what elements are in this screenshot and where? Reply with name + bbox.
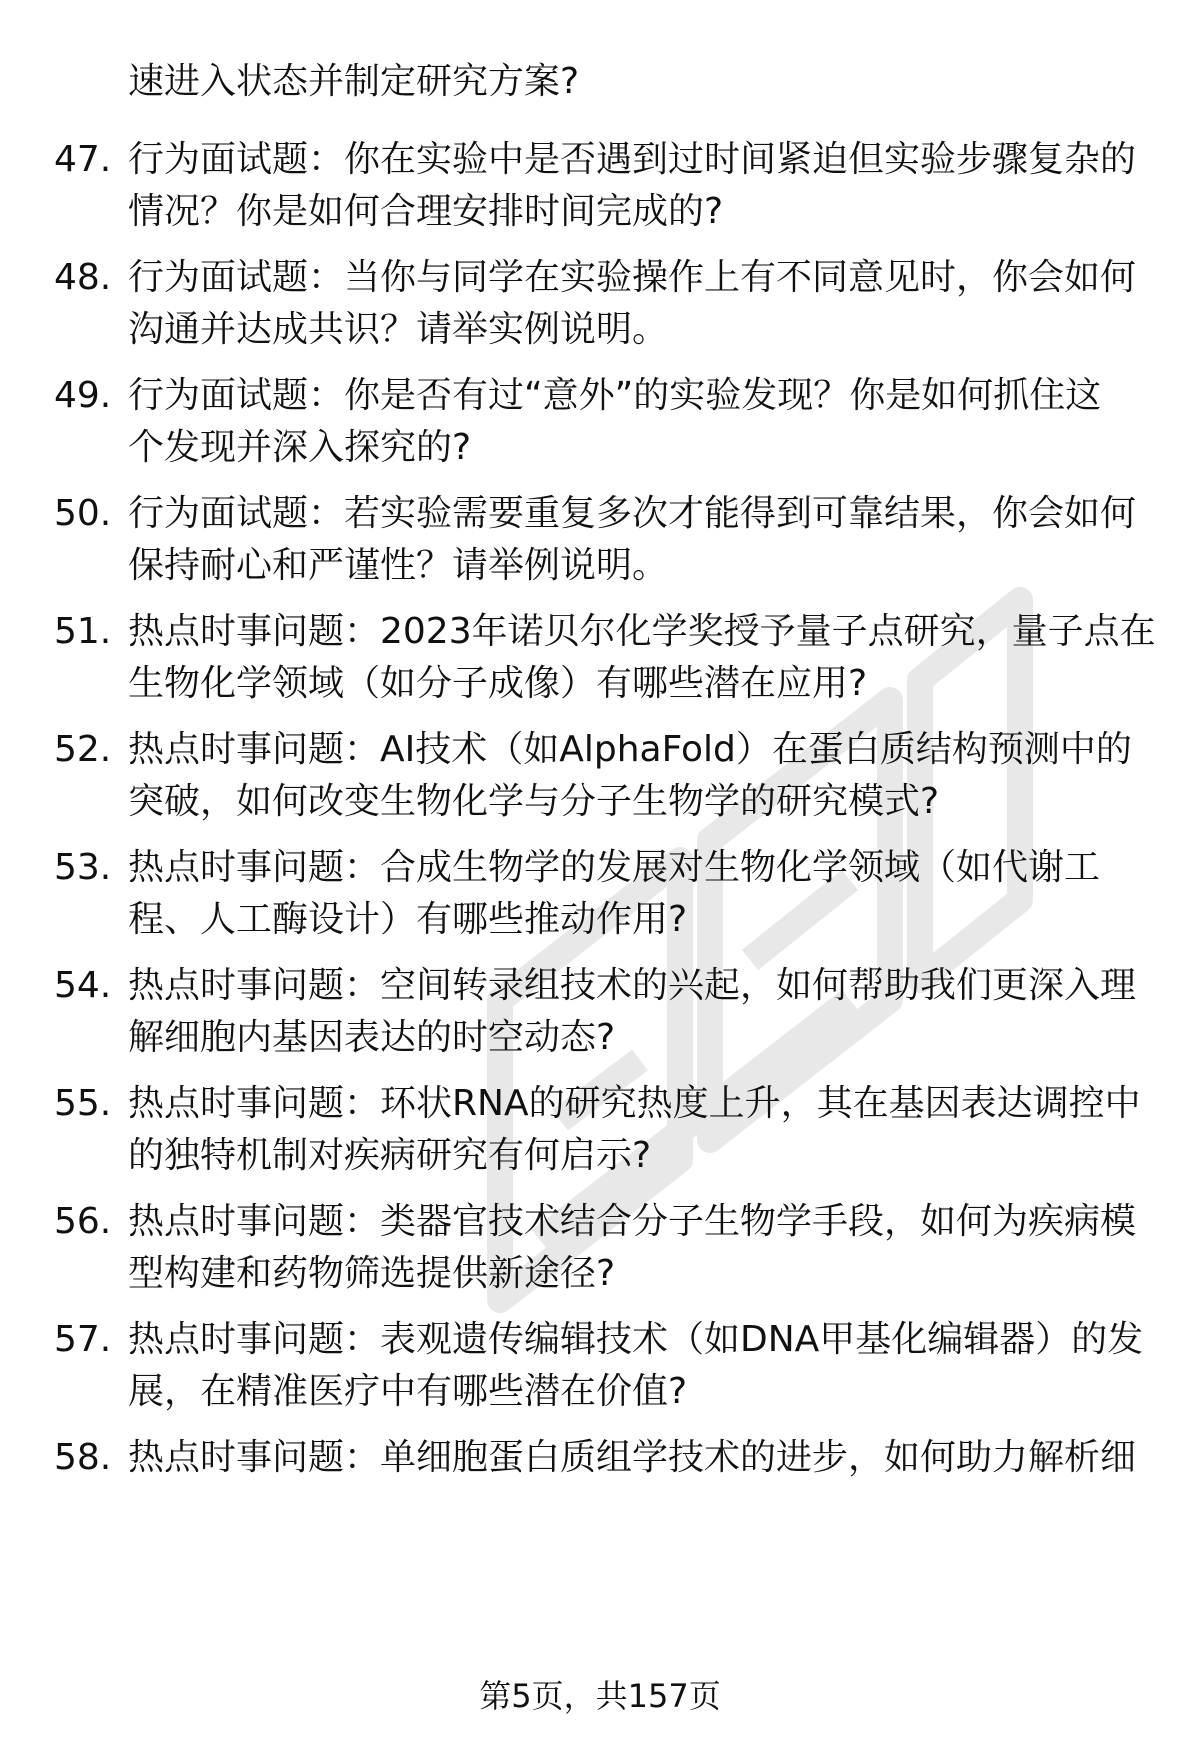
question-text-line: 行为面试题：你是否有过“意外”的实验发现？你是如何抓住这 — [128, 375, 1102, 416]
question-number: 53. — [54, 847, 112, 888]
question-text-line: 个发现并深入探究的? — [128, 427, 472, 468]
question-text-line: 行为面试题：你在实验中是否遇到过时间紧迫但实验步骤复杂的 — [128, 139, 1137, 180]
page-footer: 第5页，共157页 — [479, 1677, 721, 1715]
question-number: 48. — [54, 257, 112, 298]
question-text-line: 热点时事问题：空间转录组技术的兴起，如何帮助我们更深入理 — [128, 965, 1137, 1006]
question-text-line: 的独特机制对疾病研究有何启示? — [128, 1135, 652, 1176]
question-text-line: 展，在精准医疗中有哪些潜在价值? — [128, 1371, 688, 1412]
question-text-line: 热点时事问题：类器官技术结合分子生物学手段，如何为疾病模 — [128, 1201, 1137, 1242]
question-text-line: 热点时事问题：环状RNA的研究热度上升，其在基因表达调控中 — [128, 1083, 1141, 1124]
question-number: 47. — [54, 139, 112, 180]
question-text-line: 生物化学领域（如分子成像）有哪些潜在应用? — [128, 663, 868, 704]
question-text-line: 热点时事问题：表观遗传编辑技术（如DNA甲基化编辑器）的发 — [128, 1319, 1144, 1360]
question-text-line: 突破，如何改变生物化学与分子生物学的研究模式? — [128, 781, 940, 822]
question-number: 52. — [54, 729, 112, 770]
question-number: 49. — [54, 375, 112, 416]
question-number: 55. — [54, 1083, 112, 1124]
question-number: 54. — [54, 965, 112, 1006]
question-text-line: 解细胞内基因表达的时空动态? — [128, 1017, 616, 1058]
question-number: 50. — [54, 493, 112, 534]
question-text-line: 热点时事问题：2023年诺贝尔化学奖授予量子点研究，量子点在 — [128, 611, 1156, 652]
question-number: 56. — [54, 1201, 112, 1242]
question-text-line: 沟通并达成共识？请举实例说明。 — [128, 309, 669, 350]
question-text-line: 行为面试题：若实验需要重复多次才能得到可靠结果，你会如何 — [128, 493, 1137, 534]
question-number: 58. — [54, 1437, 112, 1478]
question-text-line: 保持耐心和严谨性？请举例说明。 — [128, 545, 669, 586]
question-text-line: 情况？你是如何合理安排时间完成的? — [128, 191, 724, 232]
question-text-line: 行为面试题：当你与同学在实验操作上有不同意见时，你会如何 — [128, 257, 1137, 298]
question-text-line: 热点时事问题：AI技术（如AlphaFold）在蛋白质结构预测中的 — [128, 729, 1132, 770]
question-text-line: 型构建和药物筛选提供新途径? — [128, 1253, 616, 1294]
question-number: 51. — [54, 611, 112, 652]
question-text-line: 热点时事问题：合成生物学的发展对生物化学领域（如代谢工 — [128, 847, 1101, 888]
question-text-line: 热点时事问题：单细胞蛋白质组学技术的进步，如何助力解析细 — [128, 1437, 1137, 1478]
question-text-line: 程、人工酶设计）有哪些推动作用? — [128, 899, 688, 940]
question-number: 57. — [54, 1319, 112, 1360]
continuation-text: 速进入状态并制定研究方案? — [128, 61, 580, 102]
